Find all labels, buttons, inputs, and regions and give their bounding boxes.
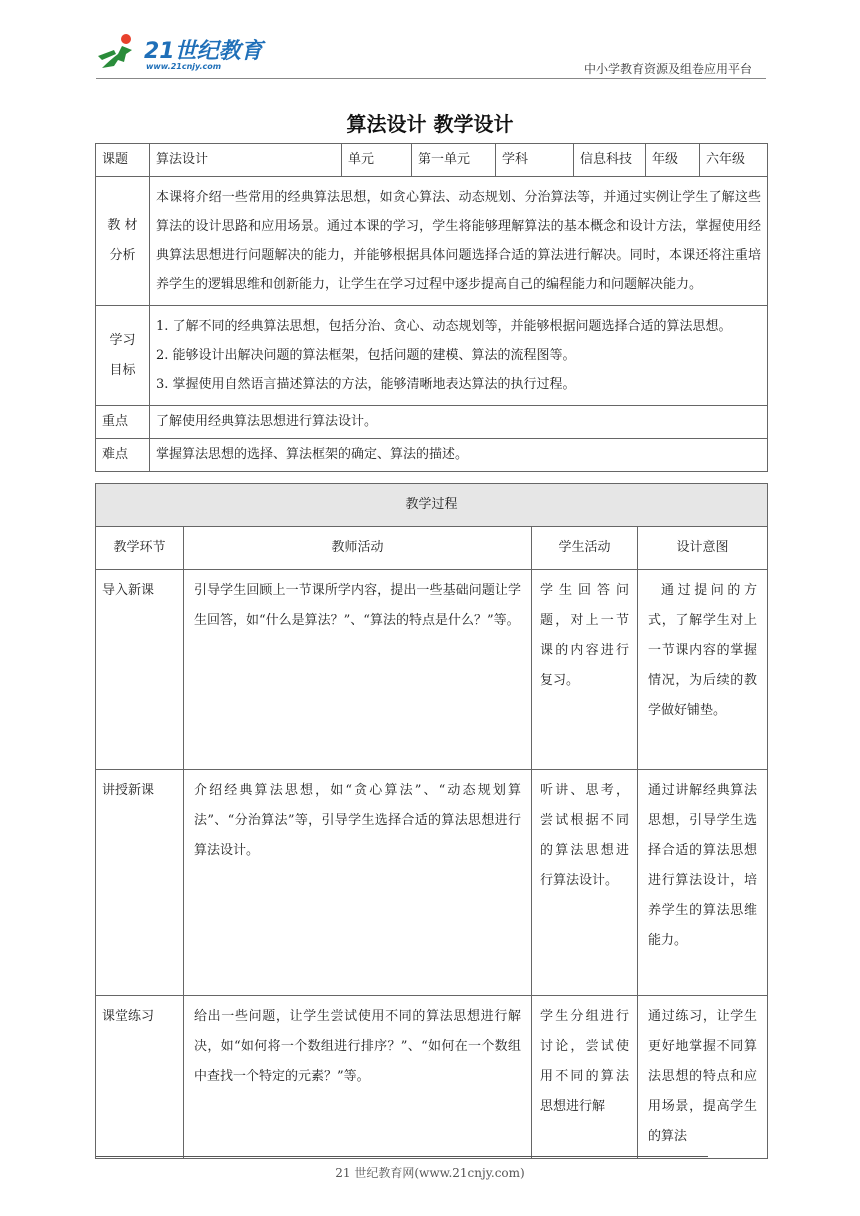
teacher-cell: 引导学生回顾上一节课所学内容，提出一些基础问题让学生回答，如“什么是算法？”、“算法的特点是什么？”等。 <box>184 570 532 770</box>
intent-cell: 通过提问的方式，了解学生对上一节课内容的掌握情况，为后续的教学做好铺垫。 <box>638 570 768 770</box>
grade-value: 六年级 <box>700 144 768 177</box>
key-label: 重点 <box>96 406 150 439</box>
course-value: 算法设计 <box>150 144 342 177</box>
goal-item: 1. 了解不同的经典算法思想，包括分治、贪心、动态规划等，并能够根据问题选择合适的算法思想。 <box>156 319 732 334</box>
intent-cell: 通过练习，让学生更好地掌握不同算法思想的特点和应用场景，提高学生的算法 <box>638 996 768 1159</box>
footer-divider <box>96 1156 708 1157</box>
stage-cell: 导入新课 <box>96 570 184 770</box>
doc-title: 算法设计 教学设计 <box>346 112 514 136</box>
analysis-text: 本课将介绍一些常用的经典算法思想，如贪心算法、动态规划、分治算法等，并通过实例让学生了解这些算法的设计思路和应用场景。通过本课的学习，学生将能够理解算法的基本概念和设计方法，掌握使用经典算法思想进行问题解决的能力，并能够根据具体问题选择合适的算法进行解决。同时，本课还将注重培养学生的逻辑思维和创新能力，让学生在学习过程中逐步提高自己的编程能力和问题解决能力。 <box>150 177 768 306</box>
grade-label: 年级 <box>646 144 700 177</box>
key-text: 了解使用经典算法思想进行算法设计。 <box>150 406 768 439</box>
analysis-label: 教 材 分析 <box>96 177 150 306</box>
logo <box>96 32 266 80</box>
subject-value: 信息科技 <box>574 144 646 177</box>
table-row <box>96 996 768 1159</box>
process-header-row <box>96 527 768 570</box>
teacher-cell: 介绍经典算法思想，如“贪心算法”、“动态规划算法”、“分治算法”等，引导学生选择合适的算法思想进行算法设计。 <box>184 770 532 996</box>
stage-cell: 课堂练习 <box>96 996 184 1159</box>
stage-cell: 讲授新课 <box>96 770 184 996</box>
student-cell: 学生分组进行讨论，尝试使用不同的算法思想进行解 <box>532 996 638 1159</box>
platform-name: 中小学教育资源及组卷应用平台 <box>583 62 752 76</box>
info-row <box>96 144 768 177</box>
runner-icon <box>96 32 140 72</box>
unit-value: 第一单元 <box>412 144 496 177</box>
column-header: 教师活动 <box>184 527 532 570</box>
process-title: 教学过程 <box>96 484 768 527</box>
analysis-row <box>96 177 768 306</box>
difficulty-text: 掌握算法思想的选择、算法框架的确定、算法的描述。 <box>150 439 768 472</box>
table-row <box>96 570 768 770</box>
info-table <box>95 143 768 472</box>
difficulty-label: 难点 <box>96 439 150 472</box>
goals-row <box>96 306 768 406</box>
header-divider <box>96 78 766 79</box>
column-header: 设计意图 <box>638 527 768 570</box>
subject-label: 学科 <box>496 144 574 177</box>
key-row <box>96 406 768 439</box>
difficulty-row <box>96 439 768 472</box>
goal-item: 2. 能够设计出解决问题的算法框架，包括问题的建模、算法的流程图等。 <box>156 348 576 363</box>
process-title-row <box>96 484 768 527</box>
process-table <box>95 483 768 1159</box>
page-header <box>0 0 860 80</box>
goal-item: 3. 掌握使用自然语言描述算法的方法，能够清晰地表达算法的执行过程。 <box>156 377 576 392</box>
intent-cell: 通过讲解经典算法思想，引导学生选择合适的算法思想进行算法设计，培养学生的算法思维能力。 <box>638 770 768 996</box>
column-header: 学生活动 <box>532 527 638 570</box>
course-label: 课题 <box>96 144 150 177</box>
student-cell: 学生回答问题，对上一节课的内容进行复习。 <box>532 570 638 770</box>
table-row <box>96 770 768 996</box>
column-header: 教学环节 <box>96 527 184 570</box>
goals-list <box>150 306 768 406</box>
goals-label: 学习 目标 <box>96 306 150 406</box>
teacher-cell: 给出一些问题，让学生尝试使用不同的算法思想进行解决，如“如何将一个数组进行排序？”、“如何在一个数组中查找一个特定的元素？”等。 <box>184 996 532 1159</box>
logo-url: www.21cnjy.com <box>146 62 222 71</box>
unit-label: 单元 <box>342 144 412 177</box>
logo-text: 21世纪教育 <box>144 39 263 64</box>
footer-text: 21 世纪教育网(www.21cnjy.com) <box>335 1166 525 1180</box>
student-cell: 听讲、思考，尝试根据不同的算法思想进行算法设计。 <box>532 770 638 996</box>
